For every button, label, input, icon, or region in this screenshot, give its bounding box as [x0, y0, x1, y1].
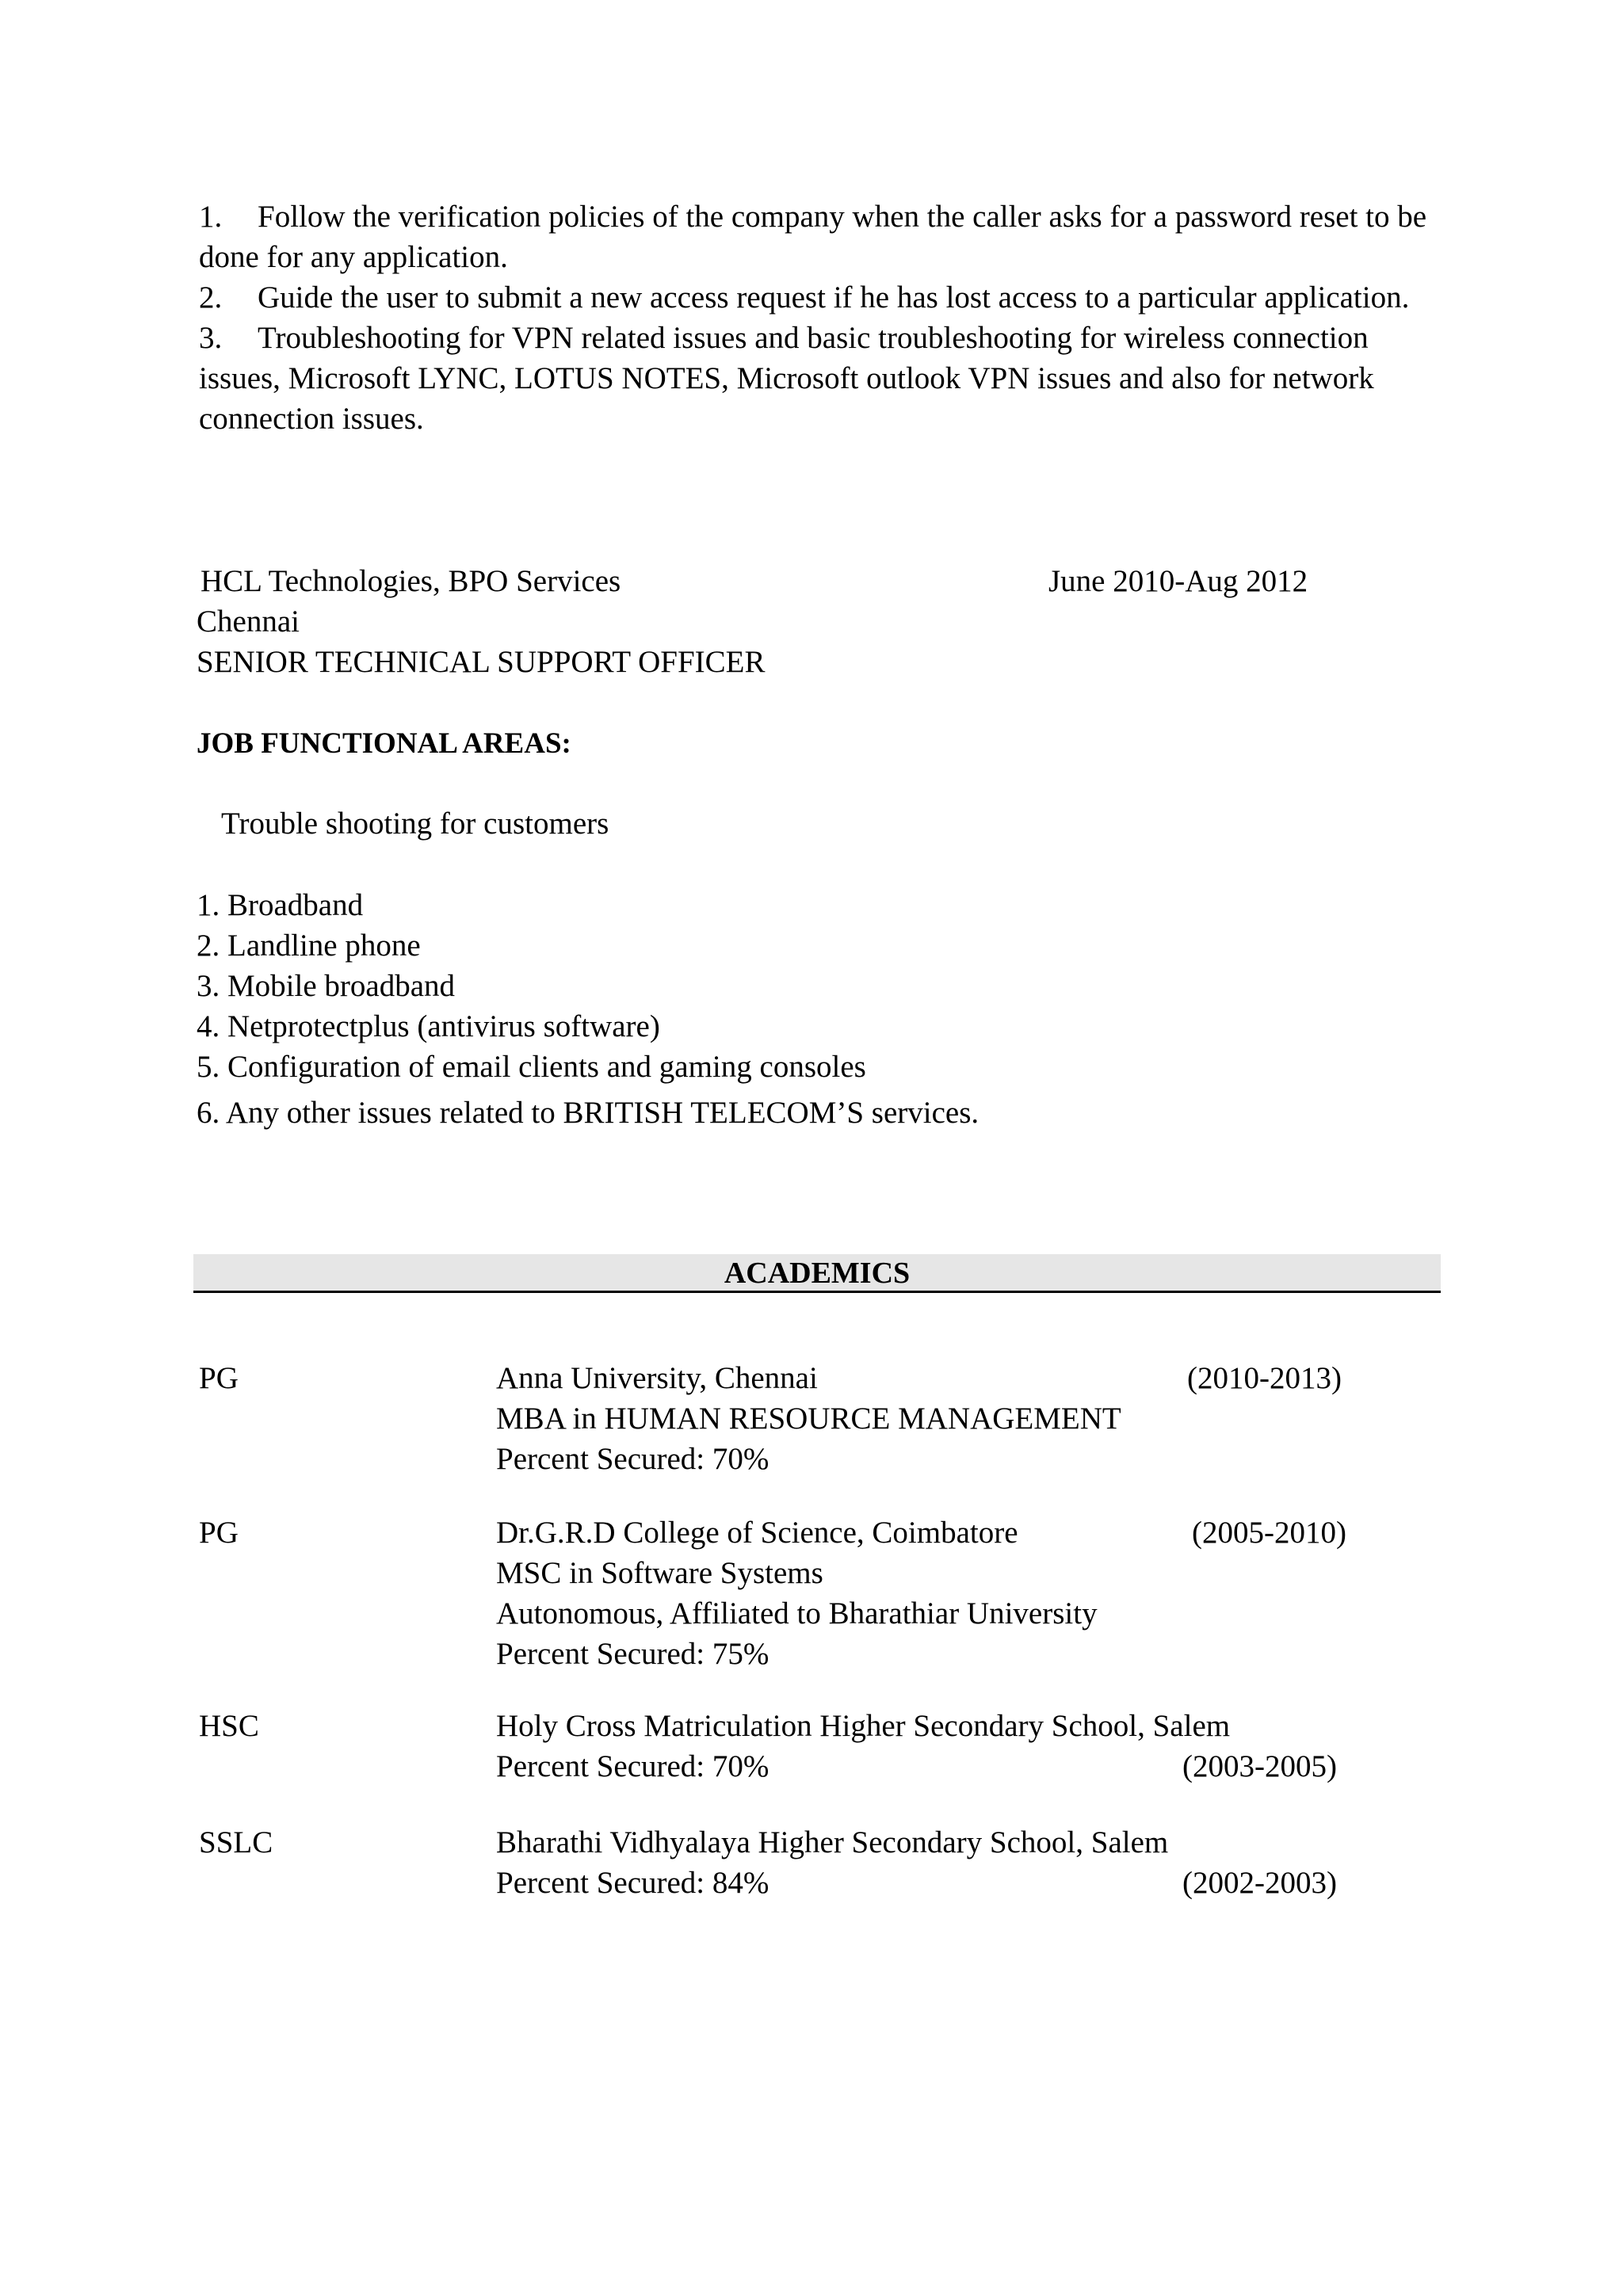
edu-institution: Holy Cross Matriculation Higher Secondary School, Salem [496, 1709, 1231, 1743]
list-item: 4. Netprotectplus (antivirus software) [197, 1009, 660, 1043]
academics-heading: ACADEMICS [724, 1257, 911, 1290]
item-text: Follow the verification policies of the company when the caller asks for a password reset to be done for any application. [199, 200, 1427, 274]
edu-years: (2005-2010) [1192, 1516, 1346, 1550]
edu-level: SSLC [199, 1825, 273, 1859]
item-text: Troubleshooting for VPN related issues and basic troubleshooting for wireless connection issues, Microsoft LYNC, LOTUS NOTES, Microsoft outlook VPN issues and also for network connection issues. [199, 321, 1374, 436]
functional-areas-intro: Trouble shooting for customers [221, 807, 609, 841]
functional-areas-list [197, 885, 979, 1133]
edu-years: (2002-2003) [1182, 1866, 1337, 1900]
edu-percent: Percent Secured: 84% [496, 1866, 769, 1900]
item-number: 2. [199, 280, 223, 315]
edu-level: PG [199, 1516, 239, 1550]
responsibility-item [199, 196, 1443, 277]
job-company: HCL Technologies, BPO Services [200, 564, 621, 598]
item-text: Guide the user to submit a new access request if he has lost access to a particular application. [258, 280, 1410, 315]
edu-level: HSC [199, 1709, 259, 1743]
item-number: 1. [199, 200, 223, 234]
responsibility-item [199, 318, 1443, 439]
edu-percent: Percent Secured: 70% [496, 1749, 769, 1783]
academics-section-header [193, 1254, 1441, 1293]
edu-institution: Dr.G.R.D College of Science, Coimbatore [496, 1516, 1018, 1550]
responsibilities-list [199, 196, 1443, 439]
edu-institution: Bharathi Vidhyalaya Higher Secondary School, Salem [496, 1825, 1169, 1859]
responsibility-item [199, 277, 1443, 318]
job-dates: June 2010-Aug 2012 [1048, 564, 1308, 598]
edu-years: (2010-2013) [1187, 1361, 1342, 1395]
edu-affiliation: Autonomous, Affiliated to Bharathiar University [496, 1596, 1098, 1630]
edu-degree: MSC in Software Systems [496, 1556, 823, 1590]
job-title: SENIOR TECHNICAL SUPPORT OFFICER [197, 645, 766, 679]
edu-percent: Percent Secured: 75% [496, 1637, 769, 1671]
job-city: Chennai [197, 605, 300, 639]
edu-level: PG [199, 1361, 239, 1395]
edu-degree: MBA in HUMAN RESOURCE MANAGEMENT [496, 1402, 1121, 1436]
list-item: 6. Any other issues related to BRITISH TELECOM’S services. [197, 1096, 980, 1130]
edu-details [496, 1512, 1098, 1674]
list-item: 1. Broadband [197, 888, 364, 922]
edu-details [496, 1822, 1168, 1903]
list-item: 3. Mobile broadband [197, 969, 456, 1003]
edu-details [496, 1706, 1230, 1787]
edu-percent: Percent Secured: 70% [496, 1442, 769, 1476]
edu-institution: Anna University, Chennai [496, 1361, 818, 1395]
edu-details [496, 1358, 1121, 1479]
edu-years: (2003-2005) [1182, 1749, 1337, 1783]
item-number: 3. [199, 321, 223, 355]
list-item: 2. Landline phone [197, 929, 421, 963]
functional-areas-heading: JOB FUNCTIONAL AREAS: [197, 727, 571, 760]
list-item: 5. Configuration of email clients and gaming consoles [197, 1050, 866, 1084]
